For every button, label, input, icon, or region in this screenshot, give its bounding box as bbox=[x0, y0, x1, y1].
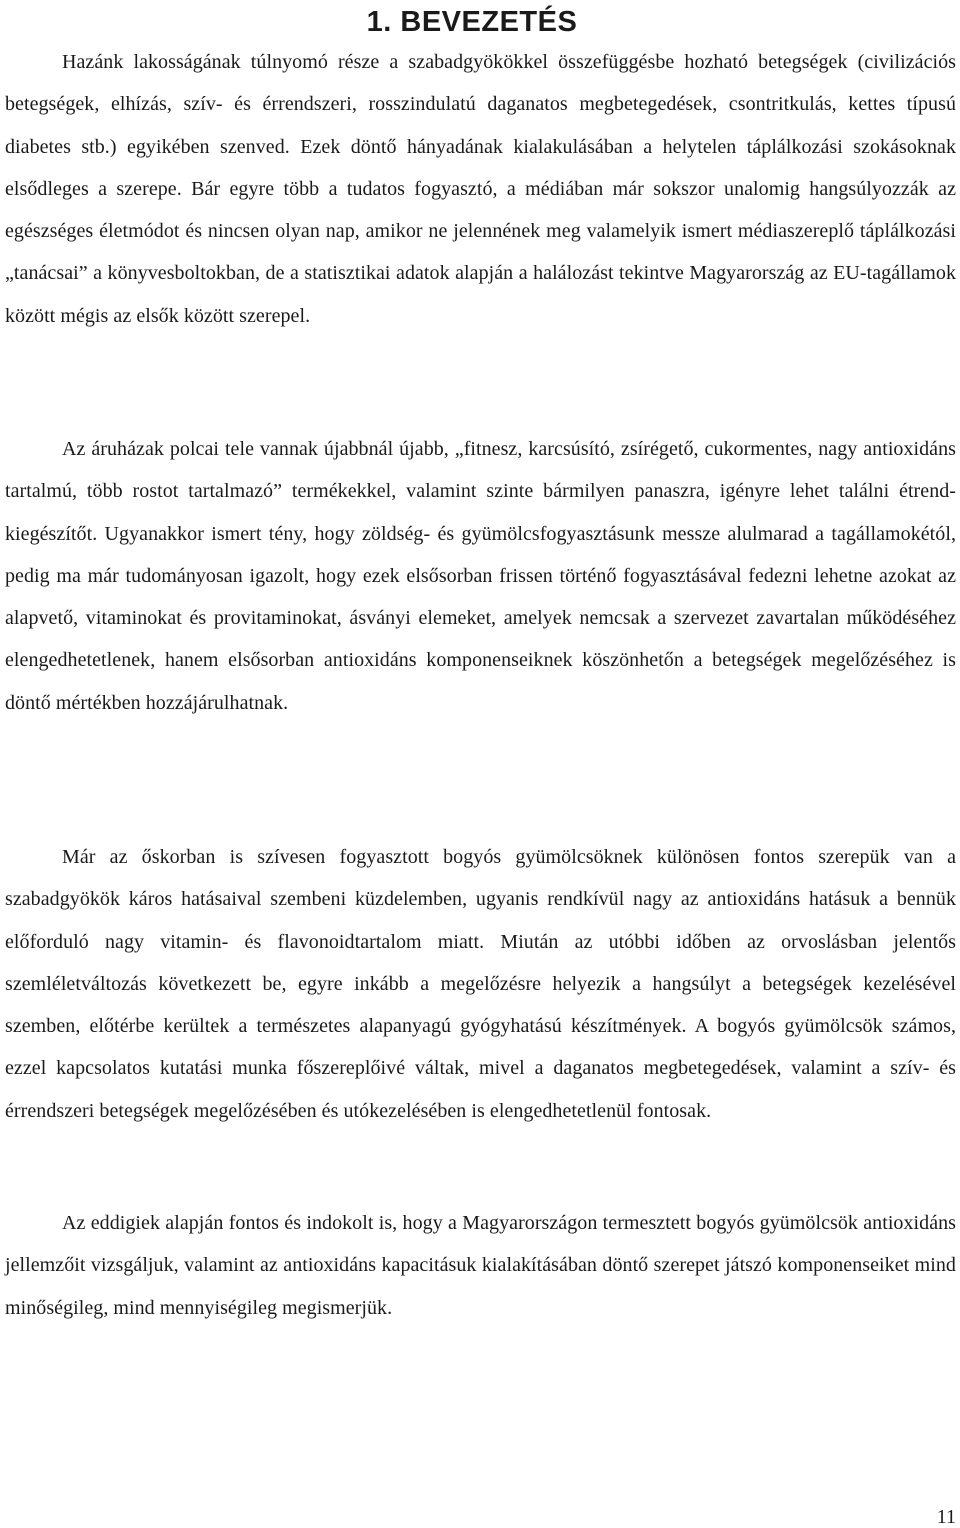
page-number: 11 bbox=[936, 1506, 956, 1528]
paragraph-3: Már az őskorban is szívesen fogyasztott bogyós gyümölcsöknek különösen fontos szerepük van a szabadgyökök káros hatásaival szembeni küzdelemben, ugyanis rendkívül nagy az antioxidáns hatásuk a bennük előforduló nagy vitamin- és flavonoidtartalom miatt. Miután az utóbbi időben az orvoslásban jelentős szemléletváltozás következett be, egyre inkább a megelőzésre helyezik a hangsúlyt a betegségek kezelésével szemben, előtérbe kerültek a természetes alapanyagú gyógyhatású készítmények. A bogyós gyümölcsök számos, ezzel kapcsolatos kutatási munka főszereplőivé váltak, mivel a daganatos megbetegedések, valamint a szív- és érrendszeri betegségek megelőzésében és utókezelésében is elengedhetetlenül fontosak. bbox=[5, 846, 956, 1122]
paragraph-1: Hazánk lakosságának túlnyomó része a szabadgyökökkel összefüggésbe hozható betegségek (civilizációs betegségek, elhízás, szív- és érrendszeri, rosszindulatú daganatos megbetegedések, csontritkulás, kettes típusú diabetes stb.) egyikében szenved. Ezek döntő hányadának kialakulásában a helytelen táplálkozási szokásoknak elsődleges a szerepe. Bár egyre több a tudatos fogyasztó, a médiában már sokszor unalomig hangsúlyozzák az egészséges életmódot és nincsen olyan nap, amikor ne jelennének meg valamelyik ismert médiaszereplő táplálkozási „tanácsai” a könyvesboltokban, de a statisztikai adatok alapján a halálozást tekintve Magyarország az EU-tagállamok között mégis az elsők között szerepel. bbox=[5, 51, 956, 327]
chapter-heading: 1. BEVEZETÉS bbox=[366, 6, 578, 38]
paragraph-4: Az eddigiek alapján fontos és indokolt is, hogy a Magyarországon termesztett bogyós gyümölcsök antioxidáns jellemzőit vizsgáljuk, valamint az antioxidáns kapacitásuk kialakításában döntő szerepet játszó komponenseiket mind minőségileg, mind mennyiségileg megismerjük. bbox=[5, 1212, 956, 1319]
paragraph-2: Az áruházak polcai tele vannak újabbnál újabb, „fitnesz, karcsúsító, zsírégető, cukormentes, nagy antioxidáns tartalmú, több rostot tartalmazó” termékekkel, valamint szinte bármilyen panaszra, igényre lehet találni étrend-kiegészítőt. Ugyanakkor ismert tény, hogy zöldség- és gyümölcsfogyasztásunk messze alulmarad a tagállamokétól, pedig ma már tudományosan igazolt, hogy ezek elsősorban frissen történő fogyasztásával fedezni lehetne azokat az alapvető, vitaminokat és provitaminokat, ásványi elemeket, amelyek nemcsak a szervezet zavartalan működéséhez elengedhetetlenek, hanem elsősorban antioxidáns komponenseiknek köszönhetőn a betegségek megelőzéséhez is döntő mértékben hozzájárulhatnak. bbox=[5, 438, 956, 714]
